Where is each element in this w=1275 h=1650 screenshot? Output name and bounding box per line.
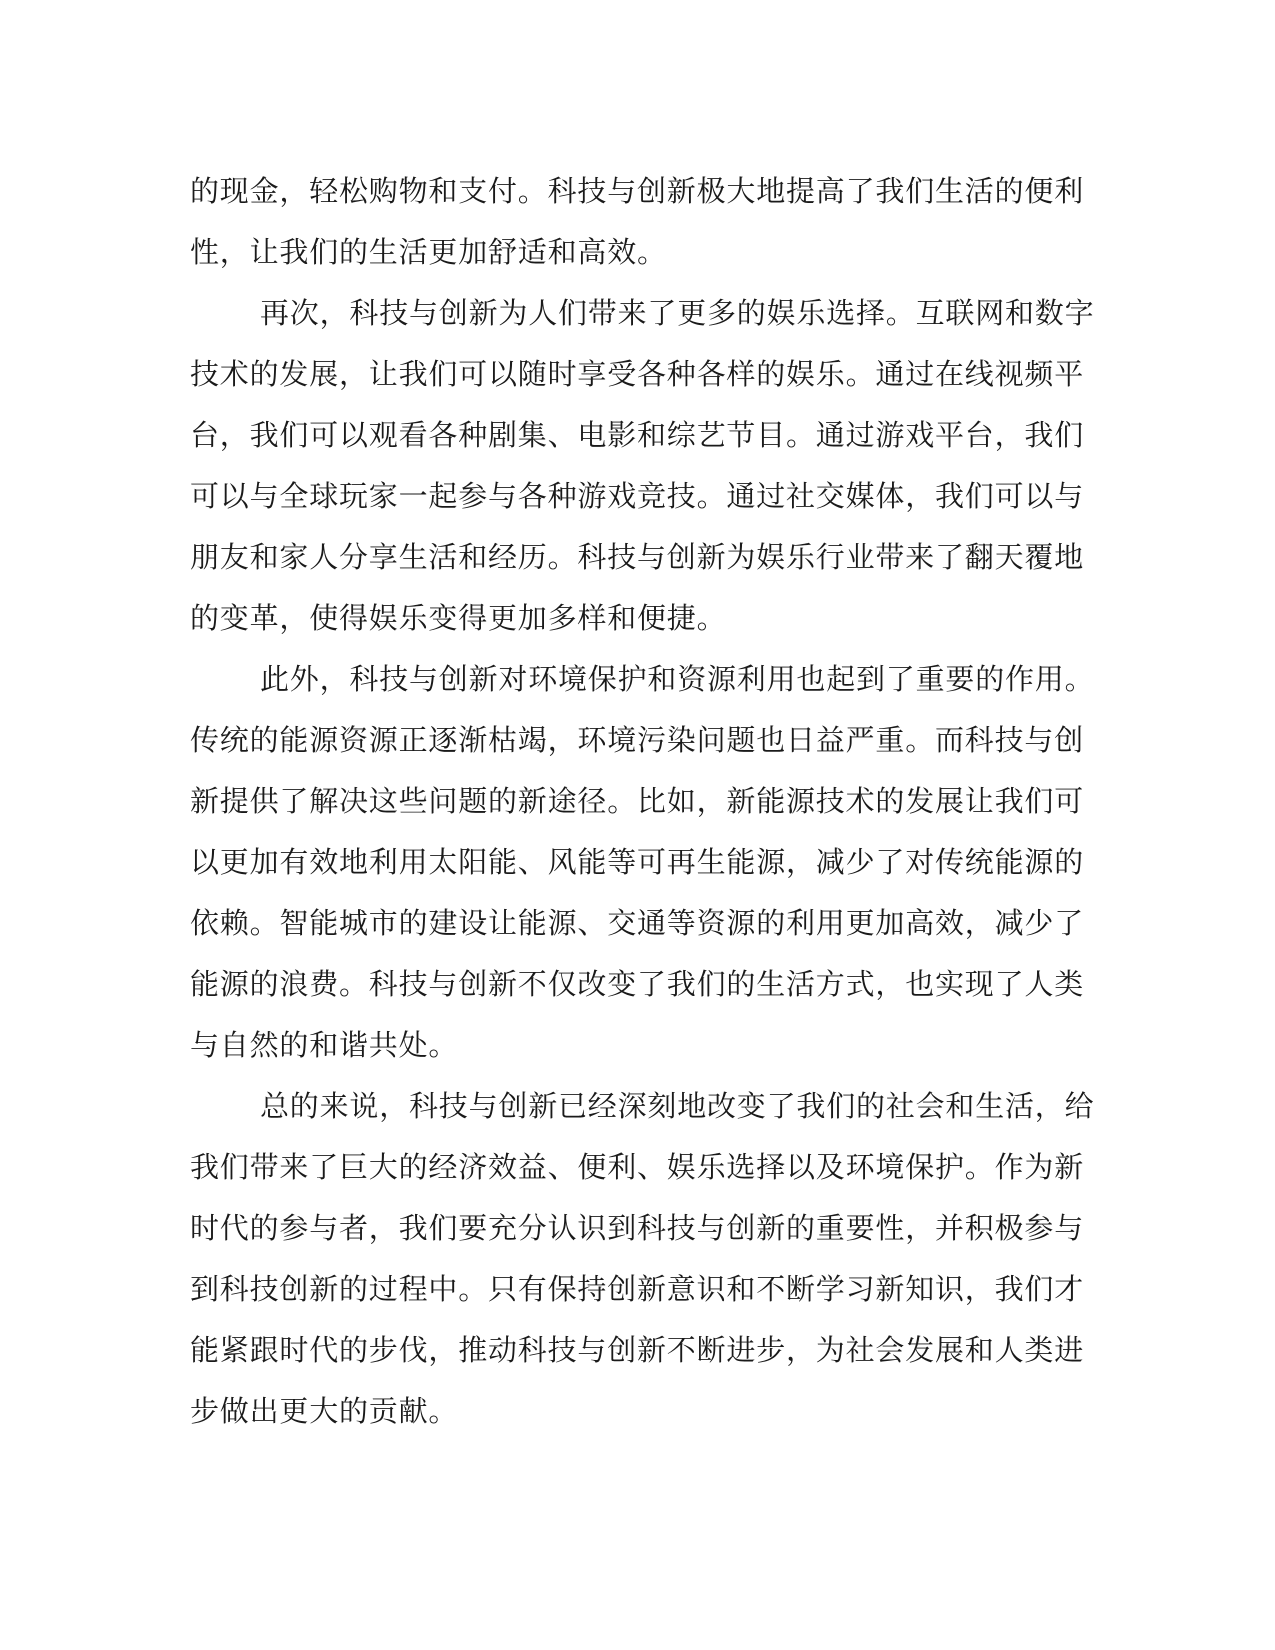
paragraph: [190, 283, 1095, 649]
text-line: 传统的能源资源正逐渐枯竭，环境污染问题也日益严重。而科技与创: [190, 723, 1085, 757]
text-line: 的变革，使得娱乐变得更加多样和便捷。: [190, 601, 727, 635]
text-line: 我们带来了巨大的经济效益、便利、娱乐选择以及环境保护。作为新: [190, 1150, 1085, 1184]
text-line: 到科技创新的过程中。只有保持创新意识和不断学习新知识，我们才: [190, 1272, 1085, 1306]
text-line: 时代的参与者，我们要充分认识到科技与创新的重要性，并积极参与: [190, 1211, 1085, 1245]
text-line: 与自然的和谐共处。: [190, 1028, 459, 1062]
text-line: 性，让我们的生活更加舒适和高效。: [190, 235, 667, 269]
text-line: 总的来说，科技与创新已经深刻地改变了我们的社会和生活，给: [260, 1089, 1095, 1123]
text-line: 依赖。智能城市的建设让能源、交通等资源的利用更加高效，减少了: [190, 906, 1085, 940]
text-line: 能源的浪费。科技与创新不仅改变了我们的生活方式，也实现了人类: [190, 967, 1085, 1001]
text-line: 能紧跟时代的步伐，推动科技与创新不断进步，为社会发展和人类进: [190, 1333, 1085, 1367]
text-line: 以更加有效地利用太阳能、风能等可再生能源，减少了对传统能源的: [190, 845, 1085, 879]
document-body: [190, 161, 1095, 1442]
paragraph: [190, 649, 1095, 1076]
text-line: 技术的发展，让我们可以随时享受各种各样的娱乐。通过在线视频平: [190, 357, 1085, 391]
paragraph: [190, 161, 1085, 283]
text-line: 此外，科技与创新对环境保护和资源利用也起到了重要的作用。: [260, 662, 1095, 696]
text-line: 朋友和家人分享生活和经历。科技与创新为娱乐行业带来了翻天覆地: [190, 540, 1085, 574]
text-line: 的现金，轻松购物和支付。科技与创新极大地提高了我们生活的便利: [190, 174, 1085, 208]
text-line: 步做出更大的贡献。: [190, 1394, 459, 1428]
text-line: 可以与全球玩家一起参与各种游戏竞技。通过社交媒体，我们可以与: [190, 479, 1085, 513]
paragraph: [190, 1076, 1095, 1442]
text-line: 台，我们可以观看各种剧集、电影和综艺节目。通过游戏平台，我们: [190, 418, 1085, 452]
text-line: 再次，科技与创新为人们带来了更多的娱乐选择。互联网和数字: [260, 296, 1095, 330]
text-line: 新提供了解决这些问题的新途径。比如，新能源技术的发展让我们可: [190, 784, 1085, 818]
